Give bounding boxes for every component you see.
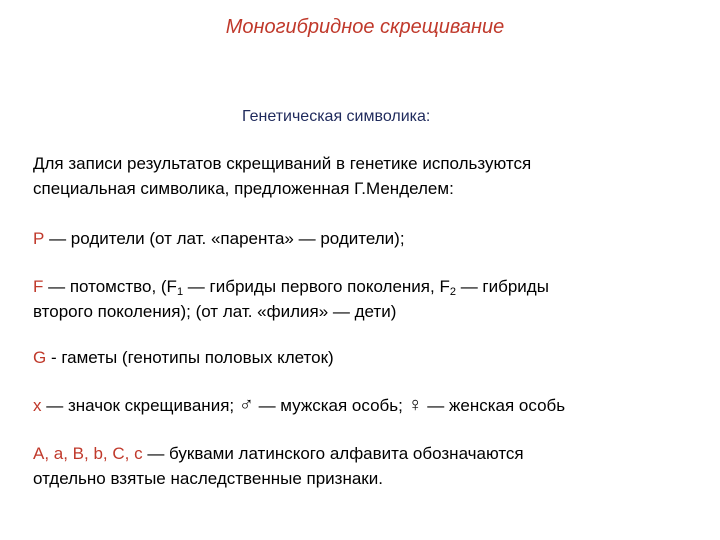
offspring-text-3: — гибриды [455,277,549,296]
parents-symbol: Р [33,229,45,248]
intro-line-1: Для записи результатов скрещиваний в генетике используются [33,154,532,173]
crossing-definition [33,393,713,418]
f2-subscript: 2 [449,286,456,298]
female-icon: ♀ [407,394,423,416]
section-subtitle: Генетическая символика: [242,108,431,125]
slide-title: Моногибридное скрещивание [225,16,505,38]
offspring-line-2: второго поколения); (от лат. «филия» — дети) [33,302,397,321]
gametes-definition [33,345,713,370]
offspring-definition [33,274,713,324]
male-text: — мужская особь; [253,396,408,415]
parents-definition [33,226,713,251]
f1-subscript: 1 [176,286,184,298]
offspring-text-1: — потомство, (F [43,277,177,296]
gametes-symbol: G [33,348,47,367]
male-icon: ♂ [238,394,254,416]
letters-line-2: отдельно взятые наследственные признаки. [33,469,383,488]
intro-paragraph [33,151,713,201]
gametes-text: - гаметы (генотипы половых клеток) [46,348,334,367]
letters-text: — буквами латинского алфавита обозначаются [142,444,524,463]
cross-text: — значок скрещивания; [41,396,239,415]
letters-definition [33,441,713,491]
parents-text: — родители (от лат. «парента» — родители); [44,229,405,248]
offspring-symbol: F [33,277,44,296]
letter-symbols: А, а, В, b, С, с [33,444,143,463]
offspring-text-2: — гибриды первого поколения, F [183,277,450,296]
cross-symbol: х [33,396,42,415]
female-text: — женская особь [422,396,566,415]
intro-line-2: специальная символика, предложенная Г.Менделем: [33,179,454,198]
